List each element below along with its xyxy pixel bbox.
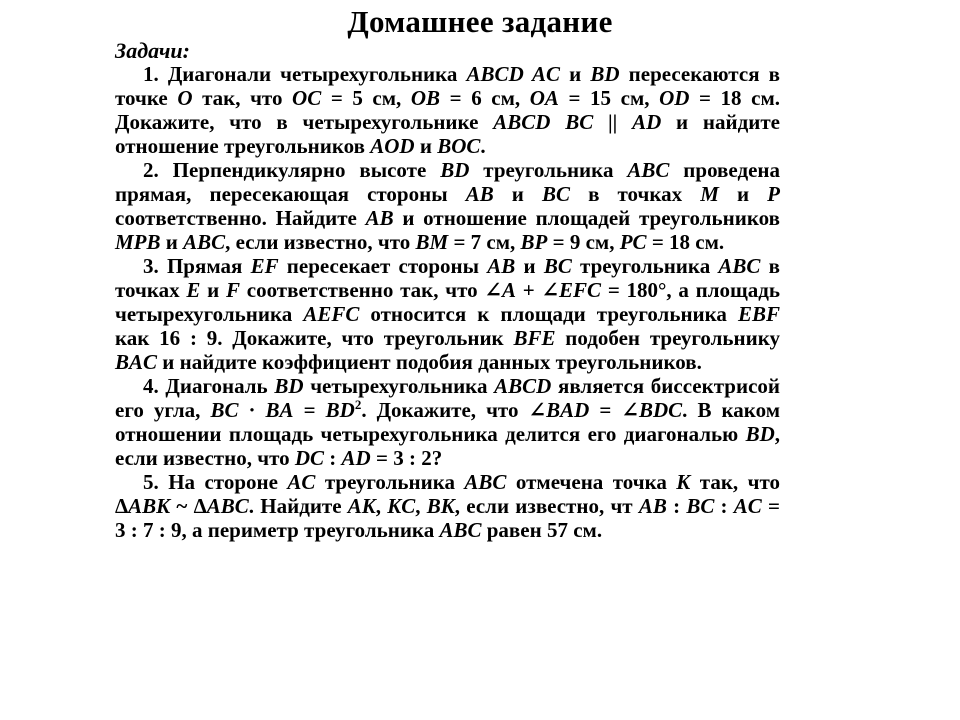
problem-number: 2.: [143, 158, 159, 182]
math-term: ABC: [627, 158, 670, 182]
math-term: BAC: [115, 350, 158, 374]
math-term: AD: [341, 446, 371, 470]
problem-number: 3.: [143, 254, 159, 278]
problem-1: [115, 62, 780, 158]
text-run: в точках: [115, 254, 780, 302]
text-run: . В каком отношении площадь четырехугольника делится его диагональю: [115, 398, 781, 446]
text-run: Диагонали четырехугольника: [158, 62, 467, 86]
text-run: подобен треугольнику: [555, 326, 780, 350]
text-run: ,: [415, 494, 427, 518]
math-term: AK: [347, 494, 376, 518]
math-term: BC: [210, 398, 239, 422]
text-run: пересекает стороны: [278, 254, 488, 278]
text-run: относится к площади треугольника: [359, 302, 738, 326]
math-term: AC: [733, 494, 762, 518]
text-run: и: [560, 62, 591, 86]
text-run: так, что: [192, 86, 293, 110]
math-term: A: [501, 278, 516, 302]
text-run: проведена прямая, пересекающая стороны: [115, 158, 780, 206]
math-term: AEFC: [303, 302, 360, 326]
text-run: является биссектрисой его угла,: [115, 374, 780, 422]
text-run: = 6 см,: [440, 86, 530, 110]
text-run: и: [718, 182, 768, 206]
section-label: Задачи:: [115, 38, 190, 63]
text-run: , если известно, что: [115, 422, 780, 470]
text-run: Прямая: [158, 254, 251, 278]
math-term: K: [676, 470, 691, 494]
text-run: треугольника: [315, 470, 465, 494]
math-term: AD: [632, 110, 662, 134]
text-run: соответственно так, что ∠: [240, 278, 502, 302]
text-run: и: [200, 278, 226, 302]
text-run: треугольника: [571, 254, 719, 278]
math-term: O: [177, 86, 193, 110]
problem-number: 1.: [143, 62, 159, 86]
math-term: BD: [325, 398, 355, 422]
math-term: PC: [619, 230, 647, 254]
math-term: F: [225, 278, 240, 302]
math-term: EBF: [737, 302, 780, 326]
math-term: BAD: [546, 398, 590, 422]
math-term: AB: [487, 254, 516, 278]
math-term: EFC: [559, 278, 602, 302]
text-run: = 3 : 7 : 9, а периметр треугольника: [115, 494, 780, 542]
text-run: . Докажите, что ∠: [361, 398, 547, 422]
text-run: как 16 : 9. Докажите, что треугольник: [115, 326, 514, 350]
text-run: = 15 см,: [558, 86, 660, 110]
math-term: ABC: [183, 230, 226, 254]
math-term: BD: [274, 374, 304, 398]
math-term: BDC: [638, 398, 683, 422]
text-run: Перпендикулярно высоте: [158, 158, 441, 182]
text-run: :: [324, 446, 342, 470]
problem-2: [115, 158, 780, 254]
math-term: BA: [265, 398, 294, 422]
text-run: = 7 см,: [448, 230, 521, 254]
math-term: AB: [465, 182, 494, 206]
problem-5: [115, 470, 780, 542]
text-run: ||: [593, 110, 633, 134]
text-run: .: [480, 134, 486, 158]
text-run: ·: [238, 398, 266, 422]
math-term: AB: [638, 494, 667, 518]
math-term: BOC: [437, 134, 481, 158]
math-term: MPB: [115, 230, 161, 254]
math-term: KC: [387, 494, 416, 518]
text-run: и: [160, 230, 184, 254]
math-term: M: [700, 182, 719, 206]
text-run: так, что Δ: [115, 470, 780, 518]
math-term: BC: [543, 254, 572, 278]
text-run: в точках: [569, 182, 701, 206]
math-term: BK: [426, 494, 455, 518]
problem-text: [115, 374, 780, 470]
text-run: :: [666, 494, 687, 518]
text-run: ~ Δ: [170, 494, 207, 518]
math-term: BD: [440, 158, 470, 182]
text-run: = 18 см. Докажите, что в четырехугольнике: [115, 86, 780, 134]
math-term: OD: [659, 86, 690, 110]
problem-list: [115, 62, 780, 542]
math-term: AOD: [370, 134, 415, 158]
text-run: :: [714, 494, 734, 518]
text-run: и: [515, 254, 544, 278]
math-term: ABCD BC: [493, 110, 594, 134]
math-term: ABCD: [494, 374, 552, 398]
math-term: BD: [590, 62, 620, 86]
math-term: BC: [686, 494, 715, 518]
text-run: соответственно. Найдите: [115, 206, 366, 230]
problem-4: [115, 374, 780, 470]
text-run: треугольника: [469, 158, 628, 182]
text-run: и найдите отношение треугольников: [115, 110, 780, 158]
math-term: BD: [745, 422, 775, 446]
problem-text: [115, 62, 780, 158]
math-term: ABC: [718, 254, 761, 278]
text-run: =: [293, 398, 326, 422]
math-term: ABC: [464, 470, 507, 494]
text-run: = 5 см,: [321, 86, 411, 110]
text-run: и отношение площадей треугольников: [393, 206, 780, 230]
math-term: AB: [365, 206, 394, 230]
text-run: и: [414, 134, 438, 158]
text-run: четырехугольника: [303, 374, 495, 398]
math-term: BC: [541, 182, 570, 206]
math-term: ABC: [439, 518, 482, 542]
text-run: = 3 : 2?: [370, 446, 443, 470]
math-term: ABK: [128, 494, 171, 518]
problem-number: 5.: [143, 470, 159, 494]
text-run: = 18 см.: [646, 230, 725, 254]
math-term: AC: [287, 470, 316, 494]
text-run: = ∠: [589, 398, 639, 422]
math-term: ABC: [206, 494, 249, 518]
math-term: EF: [250, 254, 279, 278]
math-term: OC: [292, 86, 322, 110]
problem-text: [115, 158, 780, 254]
problem-number: 4.: [143, 374, 159, 398]
text-run: , если известно, что: [225, 230, 416, 254]
math-term: DC: [294, 446, 325, 470]
text-run: На стороне: [158, 470, 288, 494]
text-run: = 9 см,: [547, 230, 620, 254]
text-run: ,: [375, 494, 388, 518]
problem-3: [115, 254, 780, 374]
text-run: отмечена точка: [506, 470, 677, 494]
superscript: 2: [354, 397, 362, 412]
math-term: OB: [410, 86, 441, 110]
math-term: BFE: [513, 326, 556, 350]
text-run: равен 57 см.: [481, 518, 603, 542]
math-term: E: [186, 278, 201, 302]
text-run: и найдите коэффициент подобия данных треугольников.: [157, 350, 702, 374]
text-run: + ∠: [515, 278, 560, 302]
math-term: BP: [520, 230, 548, 254]
text-run: . Найдите: [248, 494, 348, 518]
text-run: , если известно, чт: [454, 494, 639, 518]
text-run: = 180°, а площадь четырехугольника: [115, 278, 781, 326]
text-run: Диагональ: [158, 374, 275, 398]
text-run: пересекаются в точке: [115, 62, 780, 110]
math-term: OA: [529, 86, 559, 110]
math-term: ABCD AC: [466, 62, 561, 86]
problem-text: [115, 254, 780, 374]
math-term: BM: [415, 230, 449, 254]
text-run: и: [493, 182, 542, 206]
math-term: P: [767, 182, 780, 206]
problem-text: [115, 470, 780, 542]
page-title: Домашнее задание: [347, 4, 613, 39]
